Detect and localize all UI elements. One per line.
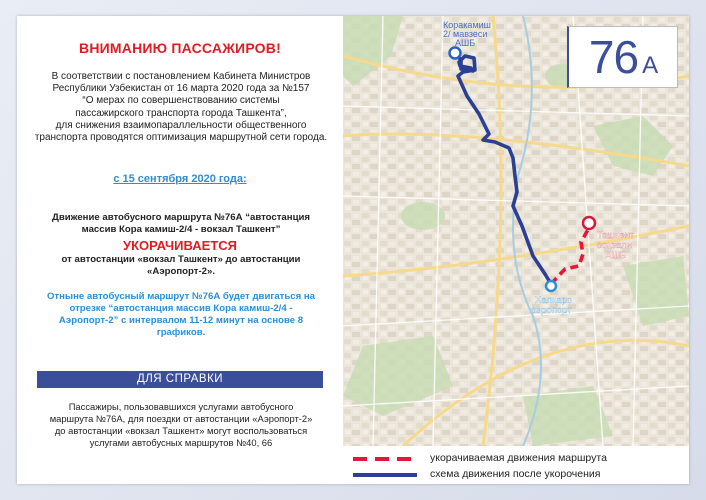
intro-line: пассажирского транспорта города Ташкента”, (75, 107, 287, 119)
solid-line-swatch (353, 473, 417, 477)
dashed-line-swatch (353, 457, 417, 461)
airport-label-line: аэропорт (531, 305, 572, 316)
start-stop-marker (450, 48, 461, 59)
route-suffix: А (642, 52, 658, 79)
intro-line: В соответствии с постановлением Кабинета Министров (51, 71, 311, 82)
intro-line: Республики Узбекистан от 16 марта 2020 года за №157 (52, 83, 310, 95)
new-route-text (31, 291, 331, 339)
route-description (31, 212, 331, 236)
map-legend (343, 446, 689, 484)
reference-line: услугами автобусных маршрутов №40, 66 (89, 437, 273, 448)
segment-line: «Аэропорт-2». (146, 266, 216, 277)
station-stop-marker (583, 217, 595, 229)
legend-new-label: схема движения после укорочения (430, 468, 601, 480)
notice-title: ВНИМАНИЮ ПАССАЖИРОВ! (79, 40, 281, 56)
route-number: 76 (588, 31, 639, 83)
station-label-line: АШБ (605, 250, 627, 261)
reference-line: Пассажиры, пользовавшихся услугами автобусного (68, 401, 294, 412)
start-label-line: 2/ мавзеси (443, 29, 488, 39)
airport-stop-marker (546, 281, 556, 291)
intro-line: “О мерах по совершенствованию системы (82, 95, 280, 107)
intro-text (31, 71, 331, 144)
reference-line: до автостанции «вокзал Ташкент» могут воспользоваться (54, 425, 308, 436)
segment-line: от автостанции «вокзал Ташкент» до автостанции (61, 254, 301, 265)
route-number-badge (567, 26, 678, 88)
airport-label-line: Халқаро (535, 295, 573, 306)
route-line: массив Кора камиш-2/4 - вокзал Ташкент” (81, 224, 281, 235)
start-label-line: Коракамиш (443, 20, 491, 30)
start-label-line: АШБ (455, 38, 476, 48)
station-label-line: Тошкент (597, 230, 635, 241)
route-map (343, 16, 689, 446)
new-route-line: Аэропорт-2” с интервалом 11-12 минут на основе 8 (58, 315, 304, 326)
reference-heading: ДЛЯ СПРАВКИ (37, 371, 323, 388)
legend-row-new (343, 466, 689, 483)
new-route-line: отрезке “автостанция массив Кора камиш-2/4 - (69, 303, 293, 314)
reference-line: маршрута №76А, для поездки от автостанции «Аэропорт-2» (49, 413, 313, 424)
shortened-segment (31, 254, 331, 278)
route-line: Движение автобусного маршрута №76А “автостанция (52, 212, 310, 223)
legend-row-shortened (343, 450, 689, 467)
airport-stop-label (531, 295, 572, 316)
new-route-line: графиков. (156, 327, 206, 338)
intro-line: транспорта проводятся оптимизация маршрутной сети города. (34, 132, 328, 144)
new-route-line: Отныне автобусный маршрут №76А будет двигаться на (46, 291, 316, 302)
legend-shortened-label: укорачиваемая движения маршрута (430, 452, 607, 464)
notice-column (17, 16, 343, 484)
effective-date: с 15 сентября 2020 года: (113, 173, 247, 185)
intro-line: для снижения взаимопараллельности общественного (55, 119, 307, 131)
reference-text (31, 401, 331, 449)
shortened-heading: УКОРАЧИВАЕТСЯ (122, 238, 237, 253)
station-label-line: вокзали (597, 240, 632, 251)
